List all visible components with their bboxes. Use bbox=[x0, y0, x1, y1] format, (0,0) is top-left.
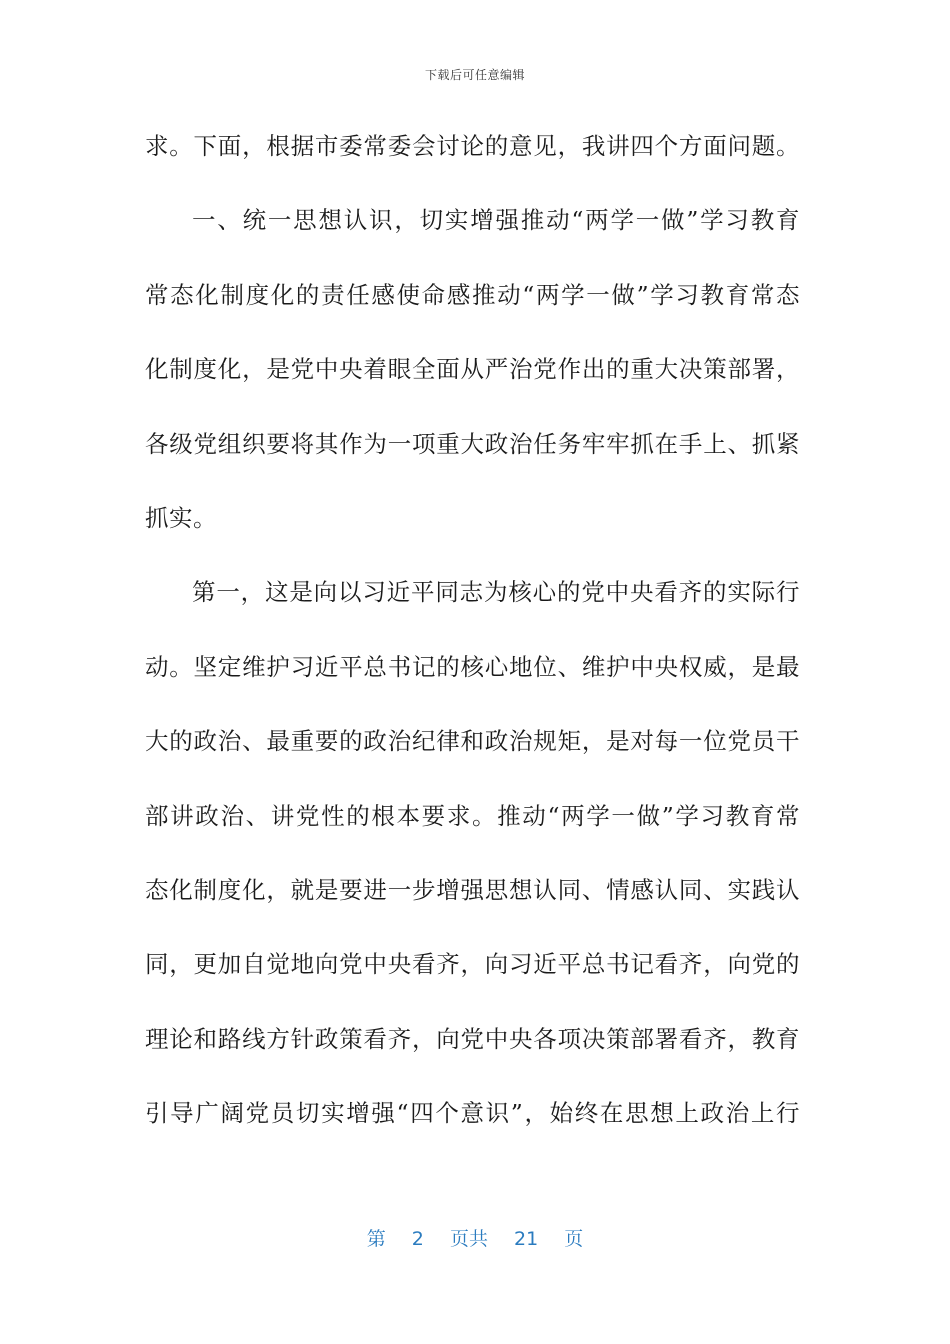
page-footer bbox=[0, 1224, 950, 1251]
header-note: 下载后可任意编辑 bbox=[424, 68, 525, 82]
text-line-6: 抓实。 bbox=[145, 503, 217, 532]
footer-suffix: 页 bbox=[564, 1228, 584, 1250]
text-line-2: 一、统一思想认识，切实增强推动“两学一做”学习教育 bbox=[192, 206, 800, 235]
text-line-14: 引导广阔党员切实增强“四个意识”，始终在思想上政治上行 bbox=[145, 1099, 800, 1128]
text-line-5: 各级党组织要将其作为一项重大政治任务牢牢抓在手上、抓紧 bbox=[145, 429, 800, 458]
document-body bbox=[145, 122, 800, 1163]
text-line-3: 常态化制度化的责任感使命感推动“两学一做”学习教育常态 bbox=[145, 280, 800, 309]
footer-total-pages: 21 bbox=[514, 1228, 539, 1250]
text-line-7: 第一，这是向以习近平同志为核心的党中央看齐的实际行 bbox=[192, 578, 800, 607]
text-line-11: 态化制度化，就是要进一步增强思想认同、情感认同、实践认 bbox=[145, 875, 800, 904]
text-line-8: 动。坚定维护习近平总书记的核心地位、维护中央权威，是最 bbox=[145, 652, 800, 681]
footer-middle: 页共 bbox=[449, 1228, 488, 1250]
text-line-9: 大的政治、最重要的政治纪律和政治规矩，是对每一位党员干 bbox=[145, 727, 800, 756]
text-line-13: 理论和路线方针政策看齐，向党中央各项决策部署看齐，教育 bbox=[145, 1024, 800, 1053]
footer-prefix: 第 bbox=[366, 1228, 386, 1250]
footer-page-number: 2 bbox=[411, 1228, 424, 1250]
text-line-12: 同，更加自觉地向党中央看齐，向习近平总书记看齐，向党的 bbox=[145, 950, 800, 979]
text-line-1: 求。下面，根据市委常委会讨论的意见，我讲四个方面问题。 bbox=[145, 132, 800, 160]
text-line-10: 部讲政治、讲党性的根本要求。推动“两学一做”学习教育常 bbox=[145, 801, 800, 830]
text-line-4: 化制度化，是党中央着眼全面从严治党作出的重大决策部署， bbox=[145, 355, 800, 384]
